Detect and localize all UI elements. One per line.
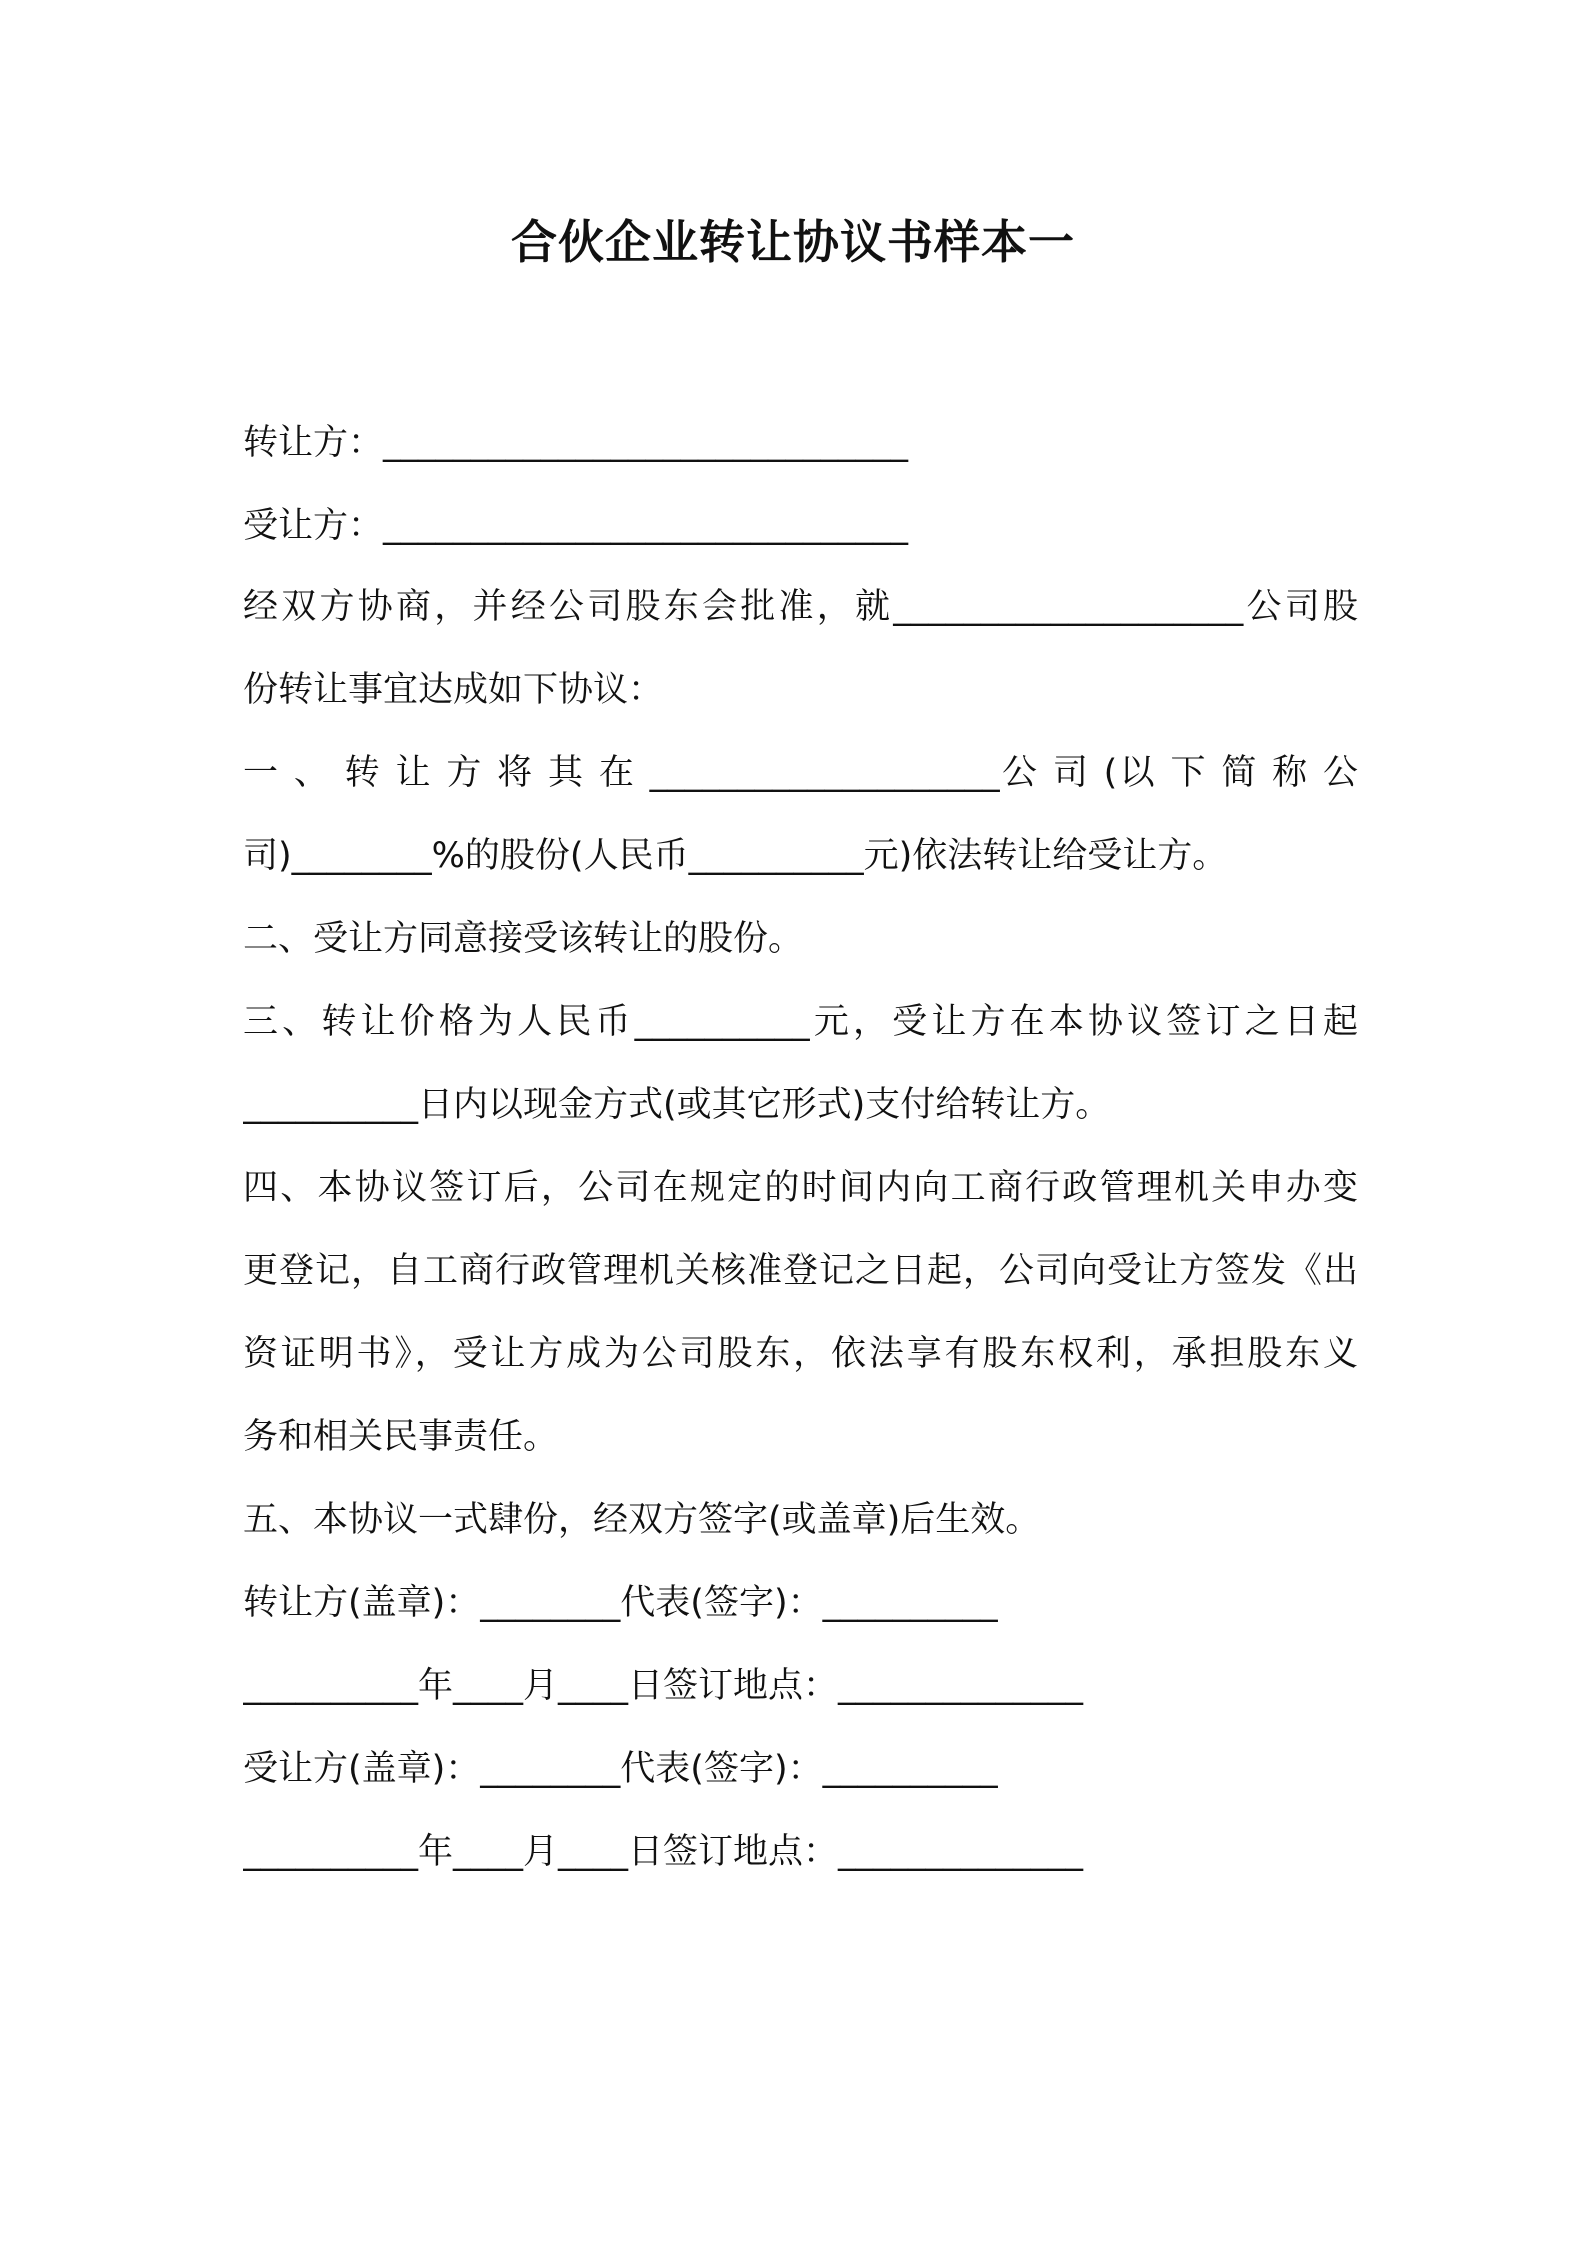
clause-3-line-2: __________日内以现金方式(或其它形式)支付给转让方。 (243, 1085, 1111, 1125)
transferee-signature-line: 受让方(盖章)：________代表(签字)：__________ (243, 1749, 998, 1789)
transferor-signature-line: 转让方(盖章)：________代表(签字)：__________ (243, 1583, 998, 1623)
transferee-line: 受让方：______________________________ (243, 506, 909, 546)
clause-2-line: 二、受让方同意接受该转让的股份。 (243, 919, 804, 959)
clause-1-line-1: 一 、 转 让 方 将 其 在 ____________________公 司 (以 下 简 称 公 (243, 753, 1358, 793)
clause-4-line-1: 四、本协议签订后，公司在规定的时间内向工商行政管理机关申办变 (243, 1168, 1358, 1208)
clause-3-line-1: 三、转让价格为人民币__________元，受让方在本协议签订之日起 (243, 1002, 1358, 1042)
clause-4-line-2: 更登记，自工商行政管理机关核准登记之日起，公司向受让方签发《出 (243, 1251, 1358, 1291)
transferee-date-place-line: __________年____月____日签订地点：______________ (243, 1832, 1084, 1872)
preamble-line-1: 经双方协商，并经公司股东会批准，就____________________公司股 (243, 587, 1358, 627)
clause-4-line-3: 资证明书》，受让方成为公司股东，依法享有股东权利，承担股东义 (243, 1334, 1358, 1374)
transferor-date-place-line: __________年____月____日签订地点：______________ (243, 1666, 1084, 1706)
transferor-line: 转让方：______________________________ (243, 423, 909, 463)
clause-1-line-2: 司)________%的股份(人民币__________元)依法转让给受让方。 (243, 836, 1228, 876)
document-title: 合伙企业转让协议书样本一 (511, 215, 1075, 269)
preamble-line-2: 份转让事宜达成如下协议： (243, 670, 664, 710)
clause-4-line-4: 务和相关民事责任。 (243, 1417, 559, 1457)
clause-5-line: 五、本协议一式肆份，经双方签字(或盖章)后生效。 (243, 1500, 1041, 1540)
